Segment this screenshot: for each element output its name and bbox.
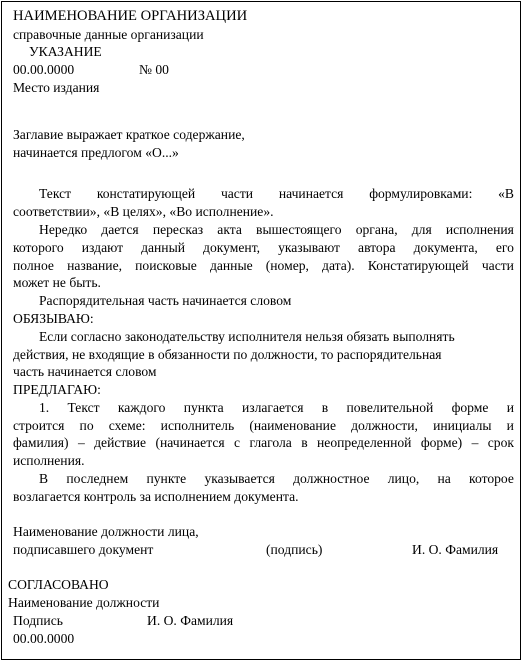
approval-position: Наименование должности bbox=[8, 595, 160, 610]
word: с bbox=[234, 435, 241, 450]
word: поисковые bbox=[135, 258, 197, 273]
word: каждого bbox=[117, 400, 166, 415]
word: пересказ bbox=[152, 222, 204, 237]
preamble-paragraph-line: может не быть. bbox=[13, 275, 101, 290]
word: Текст bbox=[39, 186, 72, 201]
item-line: исполнения. bbox=[13, 453, 85, 468]
obyazyvayu-text-line: часть начинается словом bbox=[13, 364, 157, 379]
word: «В bbox=[498, 186, 514, 201]
preamble-paragraph-line bbox=[39, 185, 514, 203]
obyazyvayu-text-line: действия, не входящие в обязанности по должности, то распорядительная bbox=[13, 347, 442, 362]
word: по bbox=[79, 418, 94, 433]
word: формулировками: bbox=[369, 186, 473, 201]
word: форме bbox=[451, 400, 489, 415]
word: фамилия) bbox=[13, 435, 69, 450]
word: данные bbox=[209, 258, 253, 273]
word: Констатирующей bbox=[367, 258, 469, 273]
word: которого bbox=[13, 240, 64, 255]
document-title-line: Заглавие выражает краткое содержание, bbox=[13, 127, 245, 142]
word: (номер, bbox=[265, 258, 309, 273]
word: на bbox=[437, 471, 451, 486]
approval-heading: СОГЛАСОВАНО bbox=[8, 577, 109, 592]
word: полное bbox=[13, 258, 54, 273]
word: его bbox=[495, 240, 514, 255]
word: излагается bbox=[241, 400, 304, 415]
word: вышестоящего bbox=[256, 222, 342, 237]
word: документ, bbox=[203, 240, 261, 255]
word: документа, bbox=[413, 240, 478, 255]
word: констатирующей bbox=[96, 186, 196, 201]
item-line bbox=[13, 434, 514, 452]
word: дата). bbox=[322, 258, 355, 273]
keyword-obyazyvayu: ОБЯЗЫВАЮ: bbox=[13, 311, 94, 326]
approval-signature-label: Подпись bbox=[13, 613, 63, 628]
document-date: 00.00.0000 bbox=[13, 62, 75, 77]
organization-reference-data: справочные данные организации bbox=[13, 27, 204, 42]
word: – bbox=[471, 435, 479, 450]
word: части bbox=[220, 186, 254, 201]
word: исполнения bbox=[445, 222, 514, 237]
word: начинается bbox=[278, 186, 344, 201]
document-title-line: начинается предлогом «О...» bbox=[13, 145, 179, 160]
preamble-paragraph-line bbox=[13, 239, 514, 257]
word: название, bbox=[67, 258, 123, 273]
organization-name: НАИМЕНОВАНИЕ ОРГАНИЗАЦИИ bbox=[13, 8, 248, 24]
item-line: возлагается контроль за исполнением документа. bbox=[13, 489, 299, 504]
word: неопределенной bbox=[317, 435, 412, 450]
signatory-name: И. О. Фамилия bbox=[412, 542, 499, 557]
signatory-position-line: подписавшего документ bbox=[13, 542, 154, 557]
word: повелительной bbox=[346, 400, 434, 415]
word: должности, bbox=[351, 418, 418, 433]
word: которое bbox=[469, 471, 514, 486]
word: части bbox=[481, 258, 514, 273]
word: форме) bbox=[420, 435, 463, 450]
word: Текст bbox=[67, 400, 100, 415]
word: срок bbox=[487, 435, 514, 450]
word: указывается bbox=[204, 471, 275, 486]
item-line bbox=[13, 417, 514, 435]
word: органа, bbox=[355, 222, 398, 237]
word: последнем bbox=[66, 471, 129, 486]
word: В bbox=[39, 471, 49, 486]
place-of-issue: Место издания bbox=[13, 80, 100, 95]
word: пункте bbox=[146, 471, 187, 486]
word: дается bbox=[101, 222, 139, 237]
word: действие bbox=[94, 435, 147, 450]
preamble-paragraph-line bbox=[13, 257, 514, 275]
preamble-paragraph-line bbox=[39, 221, 514, 239]
word: для bbox=[411, 222, 432, 237]
word: данный bbox=[141, 240, 185, 255]
item-line bbox=[39, 399, 514, 417]
approval-date: 00.00.0000 bbox=[13, 631, 75, 646]
word: в bbox=[321, 400, 329, 415]
word: акта bbox=[217, 222, 242, 237]
word: Нередко bbox=[39, 222, 88, 237]
word: 1. bbox=[39, 400, 50, 415]
word: пункта bbox=[183, 400, 224, 415]
word: и bbox=[506, 418, 514, 433]
word: (начинается bbox=[155, 435, 225, 450]
word: – bbox=[77, 435, 85, 450]
preamble-paragraph-line: соответствии», «В целях», «Во исполнение». bbox=[13, 204, 274, 219]
word: схеме: bbox=[108, 418, 146, 433]
document-page bbox=[1, 1, 521, 660]
document-type: УКАЗАНИЕ bbox=[29, 44, 102, 59]
word: и bbox=[506, 400, 514, 415]
word: инициалы bbox=[433, 418, 492, 433]
word: издают bbox=[81, 240, 124, 255]
keyword-predlagayu: ПРЕДЛАГАЮ: bbox=[13, 382, 101, 397]
signature-placeholder: (подпись) bbox=[266, 542, 323, 557]
word: должностное bbox=[293, 471, 370, 486]
word: лицо, bbox=[387, 471, 420, 486]
approval-name: И. О. Фамилия bbox=[147, 613, 234, 628]
word: в bbox=[301, 435, 308, 450]
word: указывают bbox=[278, 240, 340, 255]
obyazyvayu-text-line: Если согласно законодательству исполнителя нельзя обязать выполнять bbox=[39, 329, 455, 344]
word: исполнитель bbox=[160, 418, 235, 433]
word: глагола bbox=[249, 435, 292, 450]
preamble-paragraph-line: Распорядительная часть начинается словом bbox=[39, 293, 292, 308]
signatory-position-line: Наименование должности лица, bbox=[13, 524, 199, 539]
word: (наименование bbox=[249, 418, 336, 433]
word: строится bbox=[13, 418, 65, 433]
document-number: № 00 bbox=[139, 62, 169, 77]
item-line bbox=[39, 470, 514, 488]
word: автора bbox=[358, 240, 396, 255]
